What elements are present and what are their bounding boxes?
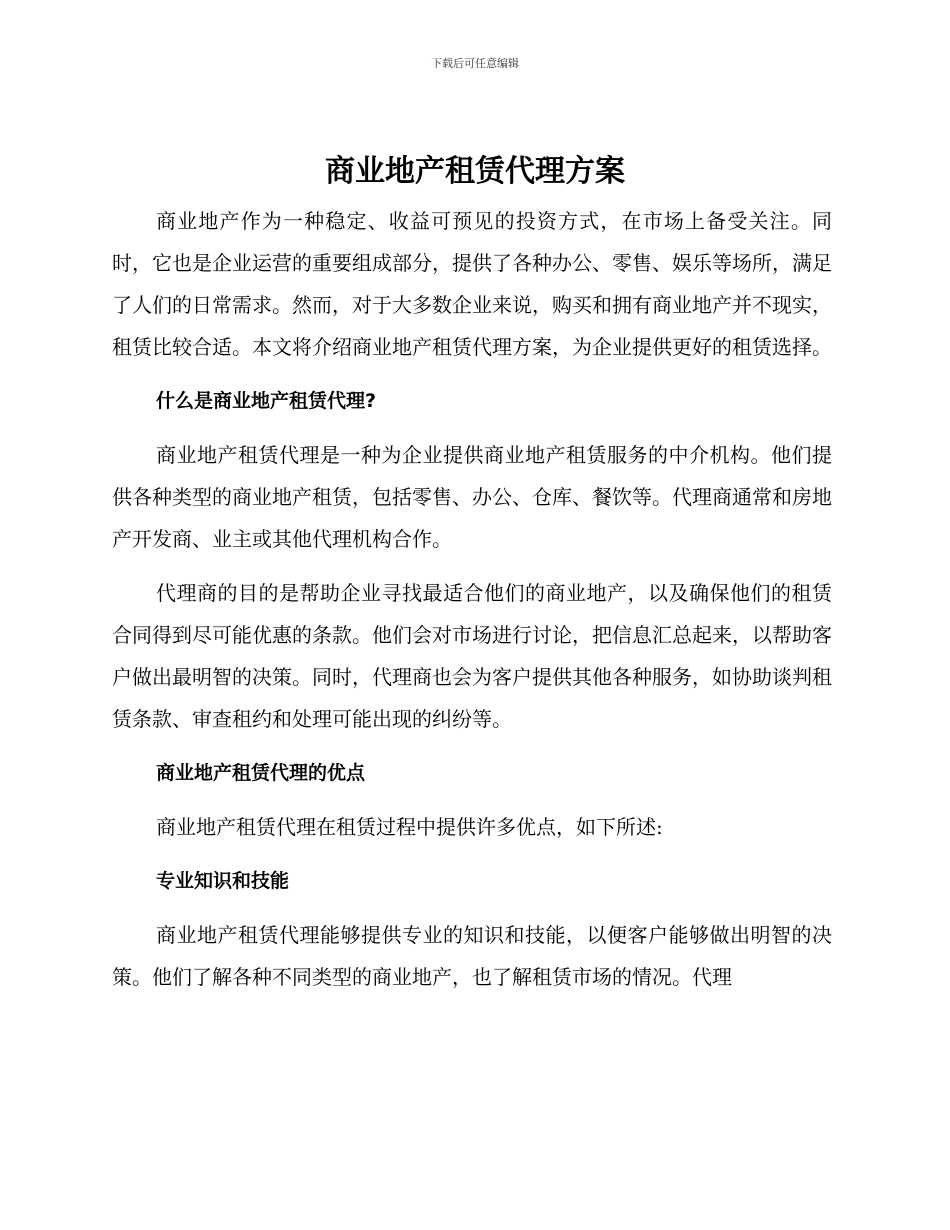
- document-title: 商业地产租赁代理方案: [325, 154, 625, 189]
- paragraph-purpose: 代理商的目的是帮助企业寻找最适合他们的商业地产，以及确保他们的租赁合同得到尽可能优惠的条款。他们会对市场进行讨论，把信息汇总起来，以帮助客户做出最明智的决策。同时，代理商也会为客户提供其他各种服务，如协助谈判租赁条款、审查租约和处理可能出现的纠纷等。: [112, 581, 832, 731]
- paragraph-intro: 商业地产作为一种稳定、收益可预见的投资方式，在市场上备受关注。同时，它也是企业运营的重要组成部分，提供了各种办公、零售、娱乐等场所，满足了人们的日常需求。然而，对于大多数企业来说，购买和拥有商业地产并不现实，租赁比较合适。本文将介绍商业地产租赁代理方案，为企业提供更好的租赁选择。: [112, 209, 832, 359]
- section-heading-what-is: 什么是商业地产租赁代理?: [156, 390, 377, 412]
- section-heading-advantages: 商业地产租赁代理的优点: [156, 762, 366, 784]
- document-body: [112, 200, 832, 1010]
- section-heading-expertise: 专业知识和技能: [156, 870, 290, 892]
- paragraph-definition: 商业地产租赁代理是一种为企业提供商业地产租赁服务的中介机构。他们提供各种类型的商业地产租赁，包括零售、办公、仓库、餐饮等。代理商通常和房地产开发商、业主或其他代理机构合作。: [112, 443, 832, 551]
- page-header: 下载后可任意编辑: [431, 57, 519, 70]
- paragraph-expertise: 商业地产租赁代理能够提供专业的知识和技能，以便客户能够做出明智的决策。他们了解各种不同类型的商业地产，也了解租赁市场的情况。代理: [112, 923, 832, 989]
- paragraph-advantages-intro: 商业地产租赁代理在租赁过程中提供许多优点，如下所述:: [156, 815, 663, 839]
